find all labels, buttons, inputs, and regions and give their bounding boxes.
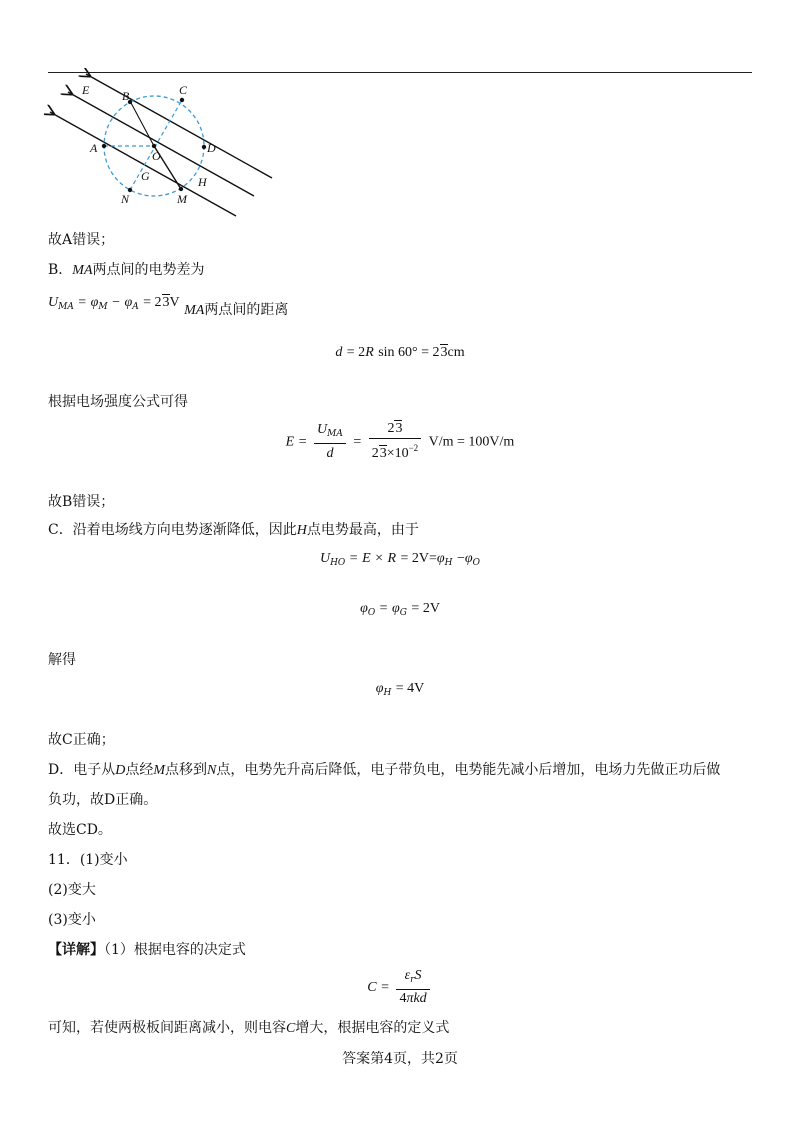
- point-m: [179, 187, 183, 191]
- point-a: [102, 144, 106, 148]
- line-d-d: 点，电势先升高后降低，电子带负电，电势能先减小后增加，电场力先做正功后做: [216, 762, 721, 778]
- var-c: C: [286, 1021, 296, 1036]
- label-g: G: [141, 169, 150, 183]
- equation-phi-o: $\varphi_O = \varphi_G = 2V$: [360, 601, 440, 618]
- equation-phi-h: $\varphi_H = 4V$: [375, 681, 425, 698]
- equation-u-ma: $U_{MA} = \varphi_M - \varphi_A = 23V$ MA两点间的距离: [48, 295, 289, 318]
- label-m: M: [177, 192, 187, 206]
- line-b-wrong: 故B错误；: [48, 494, 115, 510]
- line-d: [48, 760, 720, 781]
- equation-field-strength: E = $\frac{U_{MA}}{d}$ = $\frac{23}{23\times 10^{-2}}$ V/m = 100V/m: [285, 421, 515, 461]
- equation-u-ho: $U_{HO} = E \times R = 2V=\varphi_H -\varphi_O$: [319, 551, 481, 568]
- answer-11-3: (3)变小: [48, 912, 96, 928]
- var-ma: MA: [72, 263, 93, 278]
- label-n: N: [121, 192, 130, 206]
- var-n: N: [207, 763, 217, 778]
- label-c: C: [179, 83, 188, 97]
- option-b-prefix: B．: [48, 262, 73, 278]
- line-answer-cd: 故选CD。: [48, 822, 112, 838]
- line-c-correct: 故C正确；: [48, 732, 115, 748]
- label-h: H: [198, 175, 207, 189]
- line-d-correct: 负功，故D正确。: [48, 792, 158, 808]
- point-d: [202, 145, 206, 149]
- electric-field-figure: [44, 68, 284, 228]
- line-solve: 解得: [48, 652, 76, 668]
- label-o: O: [152, 149, 161, 163]
- line-b-text: 两点间的电势差为: [92, 262, 205, 278]
- detail-text: （1）根据电容的决定式: [104, 942, 246, 958]
- point-o: [152, 144, 156, 148]
- point-c: [180, 98, 184, 102]
- label-a: A: [90, 141, 98, 155]
- line-d-c: 点移到: [165, 762, 208, 778]
- label-e: E: [82, 83, 90, 97]
- equation-distance: d = 2R sin 60° = 23cm: [335, 345, 465, 360]
- line-a-wrong: 故A错误；: [48, 232, 115, 248]
- line-detail: [48, 940, 246, 960]
- var-h: H: [296, 523, 307, 538]
- line-c-text-b: 点电势最高，由于: [306, 522, 419, 538]
- var-m: M: [153, 763, 166, 778]
- segment-bo: [130, 101, 154, 146]
- var-d: D: [115, 763, 126, 778]
- answer-11-1: 11．(1)变小: [48, 852, 128, 868]
- line-d-a: D．电子从: [48, 762, 116, 778]
- line-c-text-a: C．沿着电场线方向电势逐渐降低，因此: [48, 522, 297, 538]
- line-b-intro: [48, 260, 205, 281]
- answer-11-2: (2)变大: [48, 882, 96, 898]
- field-line-3: [50, 112, 236, 216]
- distance-label: 两点间的距离: [204, 302, 289, 318]
- page-footer: 答案第4页，共2页: [342, 1051, 458, 1067]
- label-b: B: [122, 89, 130, 103]
- var-ma-2: MA: [184, 303, 205, 318]
- conclusion-b: 增大，根据电容的定义式: [295, 1020, 450, 1036]
- line-field-formula: 根据电场强度公式可得: [48, 394, 188, 410]
- line-conclusion: [48, 1018, 449, 1039]
- equation-capacitance: C = $\frac{\varepsilon_rS}{\text{4πkd}}$: [0, 966, 800, 1008]
- conclusion-a: 可知，若使两极板间距离减小，则电容: [48, 1020, 286, 1036]
- line-c-intro: [48, 520, 419, 541]
- label-d: D: [207, 141, 216, 155]
- line-d-b: 点经: [125, 762, 154, 778]
- detail-heading: 【详解】: [48, 942, 104, 958]
